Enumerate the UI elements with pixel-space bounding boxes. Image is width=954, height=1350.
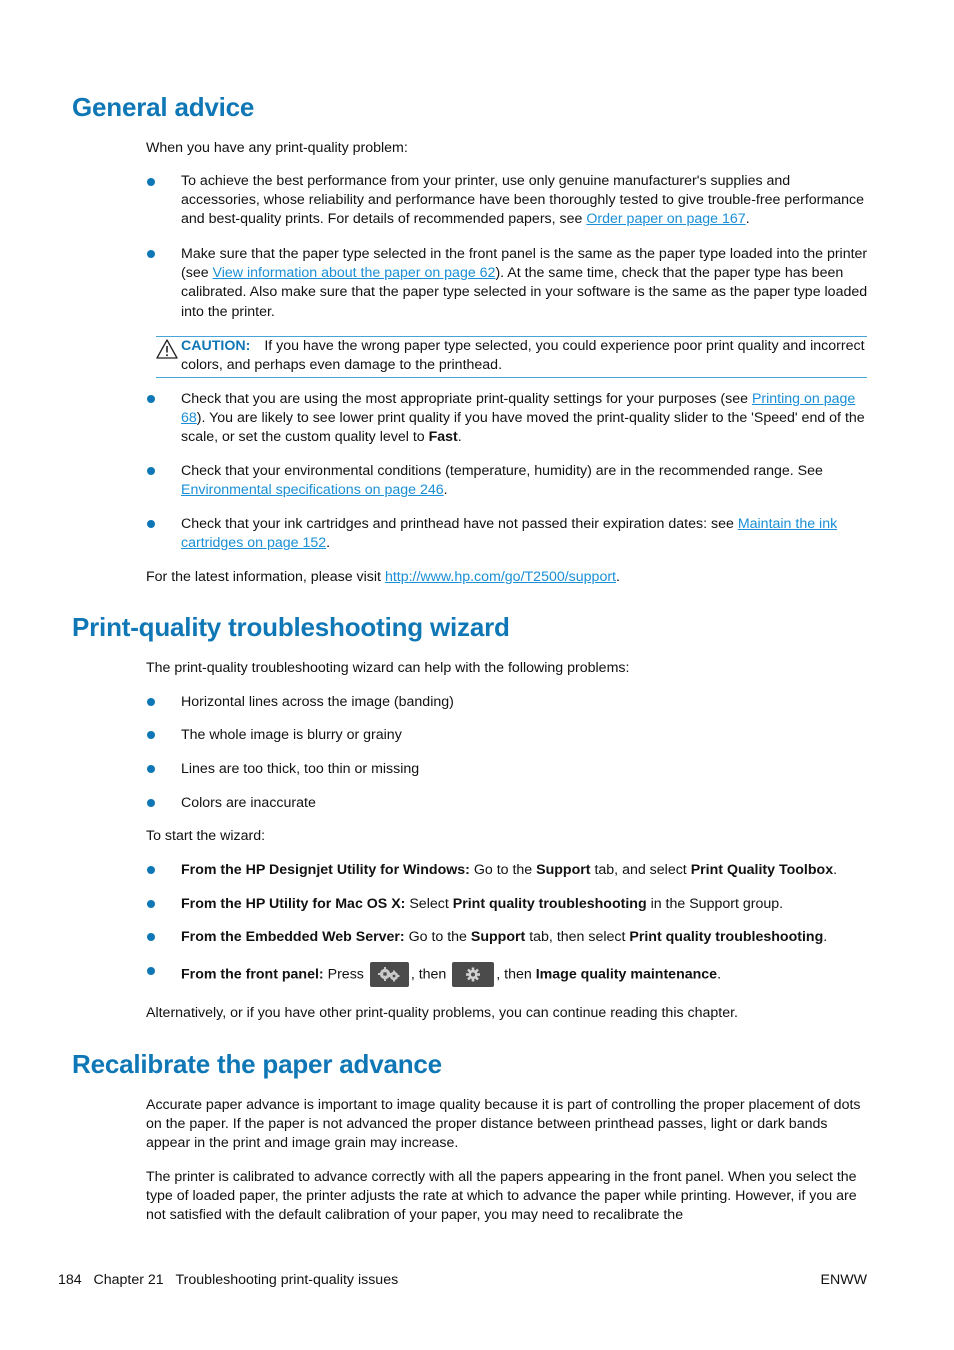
- wizard-step-windows: From the HP Designjet Utility for Windows: Go to the Support tab, and select Print Quality Toolbox.: [181, 862, 838, 878]
- problem-item: The whole image is blurry or grainy: [181, 727, 402, 743]
- bullet-dot: [147, 799, 155, 807]
- bullet-dot: [147, 731, 155, 739]
- wizard-intro: The print-quality troubleshooting wizard can help with the following problems:: [146, 660, 630, 676]
- link-view-paper-info[interactable]: View information about the paper on page 62: [212, 265, 496, 282]
- heading-recalibrate: Recalibrate the paper advance: [72, 1049, 442, 1079]
- bullet-dot: [147, 467, 155, 475]
- link-order-paper[interactable]: Order paper on page 167: [586, 211, 746, 228]
- link-hp-support[interactable]: http://www.hp.com/go/T2500/support: [384, 569, 617, 585]
- bullet-dot: [147, 765, 155, 773]
- general-bullet-5: Check that your ink cartridges and printhead have not passed their expiration dates: see Maintain the ink cartridges on page 152.: [181, 516, 838, 552]
- bullet-dot: [147, 250, 155, 258]
- general-bullet-1: To achieve the best performance from your printer, use only genuine manufacturer's supplies and accessories, whose reliability and performance have been thoroughly tested to give trouble-free performance and best-quality prints. For details of recommended papers, see Order paper on page 167.: [181, 173, 864, 228]
- footer-left: [58, 1271, 398, 1290]
- gear-icon: [452, 962, 494, 987]
- bullet-dot: [147, 933, 155, 941]
- caution-label: CAUTION:: [181, 338, 251, 354]
- recal-paragraph-2: The printer is calibrated to advance correctly with all the papers appearing in the front panel. When you select the type of loaded paper, the printer adjusts the rate at which to advance the paper while printing. However, if you are not satisfied with the default calibration of your paper, you may need to recalibrate the: [146, 1169, 857, 1224]
- bullet-dot: [147, 698, 155, 706]
- problem-item: Colors are inaccurate: [181, 795, 316, 811]
- link-environmental-specs[interactable]: Environmental specifications on page 246: [181, 482, 444, 499]
- wizard-start: To start the wizard:: [146, 828, 266, 844]
- warning-triangle-icon: [156, 339, 178, 359]
- caution-text: CAUTION: If you have the wrong paper type selected, you could experience poor print quality and incorrect colors, and perhaps even damage to the printhead.: [181, 338, 865, 374]
- wizard-step-mac: From the HP Utility for Mac OS X: Select Print quality troubleshooting in the Support group.: [181, 896, 784, 912]
- chapter-label: Chapter 21: [93, 1272, 164, 1288]
- bullet-dot: [147, 900, 155, 908]
- latest-info: For the latest information, please visit http://www.hp.com/go/T2500/support.: [146, 569, 620, 585]
- bullet-dot: [147, 866, 155, 874]
- bullet-dot: [147, 520, 155, 528]
- page-number: 184: [58, 1272, 82, 1288]
- footer-right: ENWW: [820, 1272, 867, 1288]
- bullet-dot: [147, 395, 155, 403]
- problem-item: Horizontal lines across the image (banding): [181, 694, 454, 710]
- general-bullet-4: Check that your environmental conditions (temperature, humidity) are in the recommended range. See Environmental specifications on page 246.: [181, 463, 823, 499]
- wizard-step-front-panel: From the front panel: Press , then , then Image quality maintenance.: [181, 962, 869, 987]
- bullet-dot: [147, 967, 155, 975]
- general-bullet-3: Check that you are using the most appropriate print-quality settings for your purposes (see Printing on page 68). You are likely to see lower print quality if you have moved the print-quality slider to the 'Speed' end of the scale, or set the custom quality level to Fast.: [181, 391, 865, 446]
- link-maintain-cartridges[interactable]: Maintain the ink cartridges on page 152: [181, 516, 838, 552]
- heading-general-advice: General advice: [72, 92, 255, 122]
- wizard-step-ews: From the Embedded Web Server: Go to the Support tab, then select Print quality troubleshooting.: [181, 929, 828, 945]
- wizard-alternative: Alternatively, or if you have other print-quality problems, you can continue reading this chapter.: [146, 1005, 738, 1021]
- problem-item: Lines are too thick, too thin or missing: [181, 761, 420, 777]
- recal-paragraph-1: Accurate paper advance is important to image quality because it is part of controlling the proper placement of dots on the paper. If the paper is not advanced the proper distance between printhead passes, light or dark bands appear in the print and image grain may increase.: [146, 1097, 861, 1152]
- heading-wizard: Print-quality troubleshooting wizard: [72, 612, 510, 642]
- link-printing[interactable]: Printing on page 68: [181, 391, 856, 427]
- general-intro: When you have any print-quality problem:: [146, 140, 408, 156]
- general-bullet-2: Make sure that the paper type selected in the front panel is the same as the paper type loaded into the printer (see View information about the paper on page 62). At the same time, check that the paper type has been calibrated. Also make sure that the paper type selected in your software is the same as the paper type loaded into the printer.: [181, 246, 868, 320]
- caution-box: [156, 336, 867, 378]
- bullet-dot: [147, 178, 155, 186]
- chapter-title: Troubleshooting print-quality issues: [175, 1272, 399, 1288]
- settings-gears-icon: [370, 962, 409, 987]
